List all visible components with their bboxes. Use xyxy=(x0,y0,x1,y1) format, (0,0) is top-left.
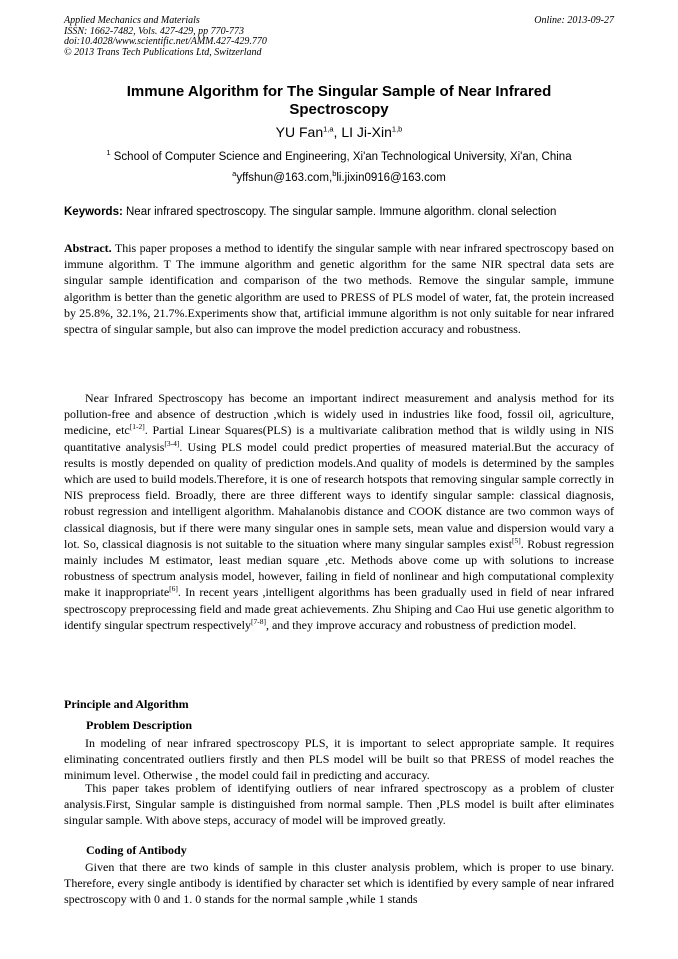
author-separator: , xyxy=(333,124,342,140)
issn-line: ISSN: 1662-7482, Vols. 427-429, pp 770-773 xyxy=(64,25,244,37)
title-line-1: Immune Algorithm for The Singular Sample of Near Infrared xyxy=(126,83,552,100)
email-b-sup: b xyxy=(332,169,337,179)
problem-paragraph-2 xyxy=(64,780,614,829)
citation-ref: [6] xyxy=(169,584,178,594)
online-date: Online: 2013-09-27 xyxy=(534,15,614,26)
author-1-sup: 1,a xyxy=(323,124,334,134)
citation-ref: [3-4] xyxy=(164,438,180,448)
author-list xyxy=(64,124,614,140)
intro-text-4: . Robust regression mainly includes M estimator, least median square ,etc. Methods above come up with solutions to increase robustness of spectrum analysis model, however, failing in field of nonlinear and high computational complexity make it inappropriate xyxy=(64,536,614,600)
introduction xyxy=(64,390,614,633)
email-b[interactable]: li.jixin0916@163.com xyxy=(336,172,446,184)
author-1: YU Fan xyxy=(275,124,324,140)
journal-header xyxy=(64,16,267,58)
paragraph-text: Given that there are two kinds of sample in this cluster analysis problem, which is proper to use binary. Therefore, every single antibody is identified by character set which is identified by every sample of near infrared spectroscopy with 0 and 1. 0 stands for the normal sample ,while 1 stands xyxy=(64,860,614,907)
keywords xyxy=(64,206,614,218)
paragraph-text: This paper takes problem of identifying outliers of near infrared spectroscopy as a problem of cluster analysis.First, Singular sample is distinguished from normal sample. Then ,PLS model is built after eliminates singular sample. With above steps, accuracy of model will be improved greatly. xyxy=(64,781,614,828)
subsection-heading-coding: Coding of Antibody xyxy=(86,843,187,857)
intro-text-2: . Partial Linear Squares(PLS) is a multivariate calibration method that is wildly using in NIS quantitative analysis xyxy=(64,423,614,454)
intro-text-3: . Using PLS model could predict properties of measured material.But the accuracy of results is mostly depended on quality of prediction models.And quality of models is determined by the samples which are used to build models.Therefore, it is one of research hotspots that removing singular sample correctly in NIS preprocess field. Broadly, there are three different ways to identify singular sample: classical diagnosis, robust regression and intelligent algorithm. Mahalanobis distance and COOK distance are two common ways of classical diagnosis, but if there were many singular ones in sample sets, mean value and dispersion would vary a lot. So, classical diagnosis is not suitable to the situation where many singular samples exist xyxy=(64,439,614,551)
doi-line: doi:10.4028/www.scientific.net/AMM.427-429.770 xyxy=(64,36,267,47)
abstract xyxy=(64,240,614,337)
abstract-label: Abstract. xyxy=(64,241,112,255)
intro-text-5: . In recent years ,intelligent algorithms has been gradually used in field of near infrared spectroscopy preprocessing field and made great achievements. Zhu Shiping and Cao Hui use genetic algorithm to identify singular spectrum respectively xyxy=(64,585,614,632)
paper-title xyxy=(64,83,614,119)
intro-text-1: Near Infrared Spectroscopy has become an important indirect measurement and analysis method for its pollution-free and absence of destruction ,which is widely used in industries like food, fossil oil, agriculture, medicine, etc xyxy=(64,391,614,438)
affiliation-sup: 1 xyxy=(106,148,111,158)
affiliation-text: School of Computer Science and Engineering, Xi'an Technological University, Xi'an, China xyxy=(110,151,572,163)
author-emails xyxy=(64,169,614,184)
journal-name: Applied Mechanics and Materials xyxy=(64,15,200,26)
citation-ref: [1-2] xyxy=(129,422,145,432)
email-a[interactable]: yffshun@163.com, xyxy=(236,172,333,184)
section-heading: Principle and Algorithm xyxy=(64,697,189,711)
problem-paragraph-1 xyxy=(64,735,614,784)
coding-paragraph xyxy=(64,859,614,908)
keywords-text: Near infrared spectroscopy. The singular sample. Immune algorithm. clonal selection xyxy=(122,206,557,218)
title-line-2: Spectroscopy xyxy=(289,101,389,118)
email-a-sup: a xyxy=(232,169,237,179)
paragraph-text: In modeling of near infrared spectroscopy PLS, it is important to select appropriate sample. It requires eliminating concentrated outliers firstly and then PLS model will be built so that PRESS of model reaches the minimum level. Otherwise , the model could fail in predicting and accuracy. xyxy=(64,736,614,783)
subsection-heading-problem: Problem Description xyxy=(86,718,193,732)
intro-text-6: , and they improve accuracy and robustness of prediction model. xyxy=(265,617,577,632)
author-2-sup: 1,b xyxy=(391,124,403,134)
intro-paragraph xyxy=(64,390,614,633)
affiliation xyxy=(64,148,614,163)
keywords-label: Keywords: xyxy=(64,206,123,218)
citation-ref: [5] xyxy=(511,535,521,545)
citation-ref: [7-8] xyxy=(250,616,266,626)
abstract-text: This paper proposes a method to identify the singular sample with near infrared spectroscopy based on immune algorithm. T The immune algorithm and genetic algorithm for the same NIR spectral data sets are singular sample identification and comparison of the two methods. Remove the singular sample, immune algorithm is better than the genetic algorithm are used to PRESS of PLS model of water, fat, the protein increased by 25.8%, 32.1%, 21.7%.Experiments show that, artificial immune algorithm is not only suitable for near infrared spectra of singular sample, but also can improve the model prediction accuracy and robustness. xyxy=(64,241,614,337)
copyright-line: © 2013 Trans Tech Publications Ltd, Switzerland xyxy=(64,46,262,58)
author-2: LI Ji-Xin xyxy=(341,124,392,140)
